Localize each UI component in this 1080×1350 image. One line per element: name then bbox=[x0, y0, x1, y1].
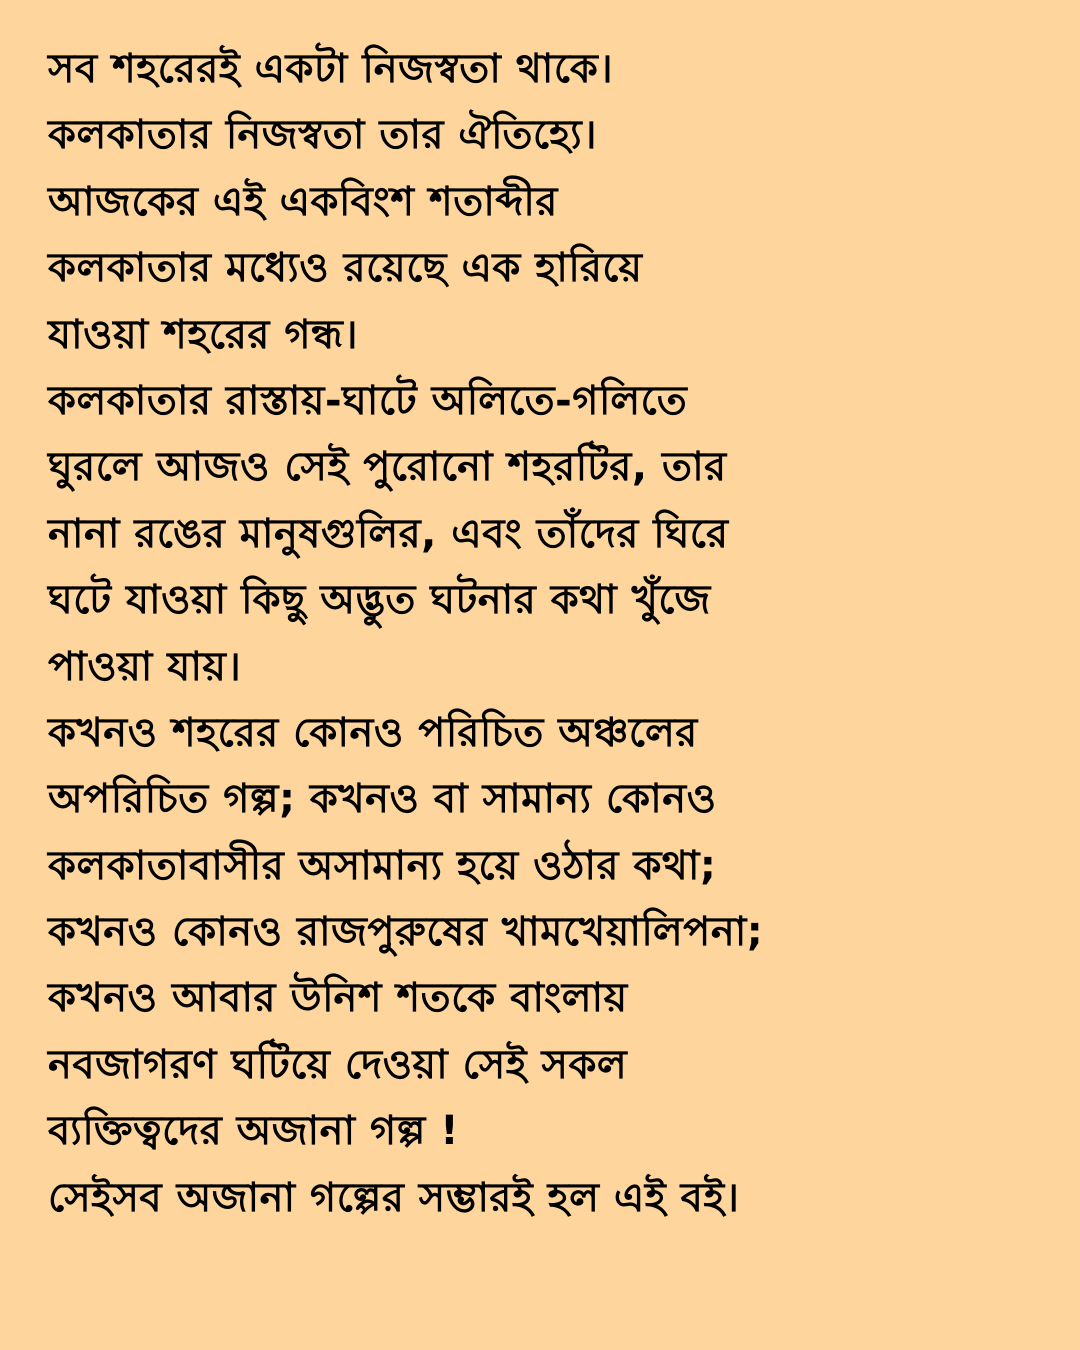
text-line: সব শহরেরই একটা নিজস্বতা থাকে। bbox=[48, 46, 614, 92]
text-line: কলকাতার নিজস্বতা তার ঐতিহ্যে। bbox=[48, 112, 598, 159]
text-line: কখনও শহরের কোনও পরিচিত অঞ্চলের bbox=[48, 709, 698, 756]
text-line: ঘটে যাওয়া কিছু অদ্ভুত ঘটনার কথা খুঁজে bbox=[48, 577, 711, 624]
paragraph-block bbox=[48, 36, 1050, 1231]
text-line: কলকাতার রাস্তায়-ঘাটে অলিতে-গলিতে bbox=[48, 377, 688, 424]
text-line: যাওয়া শহরের গন্ধ। bbox=[48, 311, 359, 358]
text-line: কখনও কোনও রাজপুরুষের খামখেয়ালিপনা; bbox=[48, 909, 764, 956]
text-line: ব্যক্তিত্বদের অজানা গল্প ! bbox=[48, 1108, 459, 1155]
text-line: সেইসব অজানা গল্পের সম্ভারই হল এই বই। bbox=[48, 1174, 740, 1221]
text-line: অপরিচিত গল্প; কখনও বা সামান্য কোনও bbox=[48, 776, 717, 823]
text-line: কলকাতাবাসীর অসামান্য হয়ে ওঠার কথা; bbox=[48, 842, 717, 889]
text-line: কখনও আবার উনিশ শতকে বাংলায় bbox=[48, 975, 628, 1022]
text-line: পাওয়া যায়। bbox=[48, 643, 242, 690]
text-line: নানা রঙের মানুষগুলির, এবং তাঁদের ঘিরে bbox=[48, 510, 729, 557]
text-line: নবজাগরণ ঘটিয়ে দেওয়া সেই সকল bbox=[48, 1041, 628, 1088]
text-line: কলকাতার মধ্যেও রয়েছে এক হারিয়ে bbox=[48, 245, 643, 292]
text-line: ঘুরলে আজও সেই পুরোনো শহরটির, তার bbox=[48, 444, 727, 491]
text-line: আজকের এই একবিংশ শতাব্দীর bbox=[48, 178, 558, 225]
